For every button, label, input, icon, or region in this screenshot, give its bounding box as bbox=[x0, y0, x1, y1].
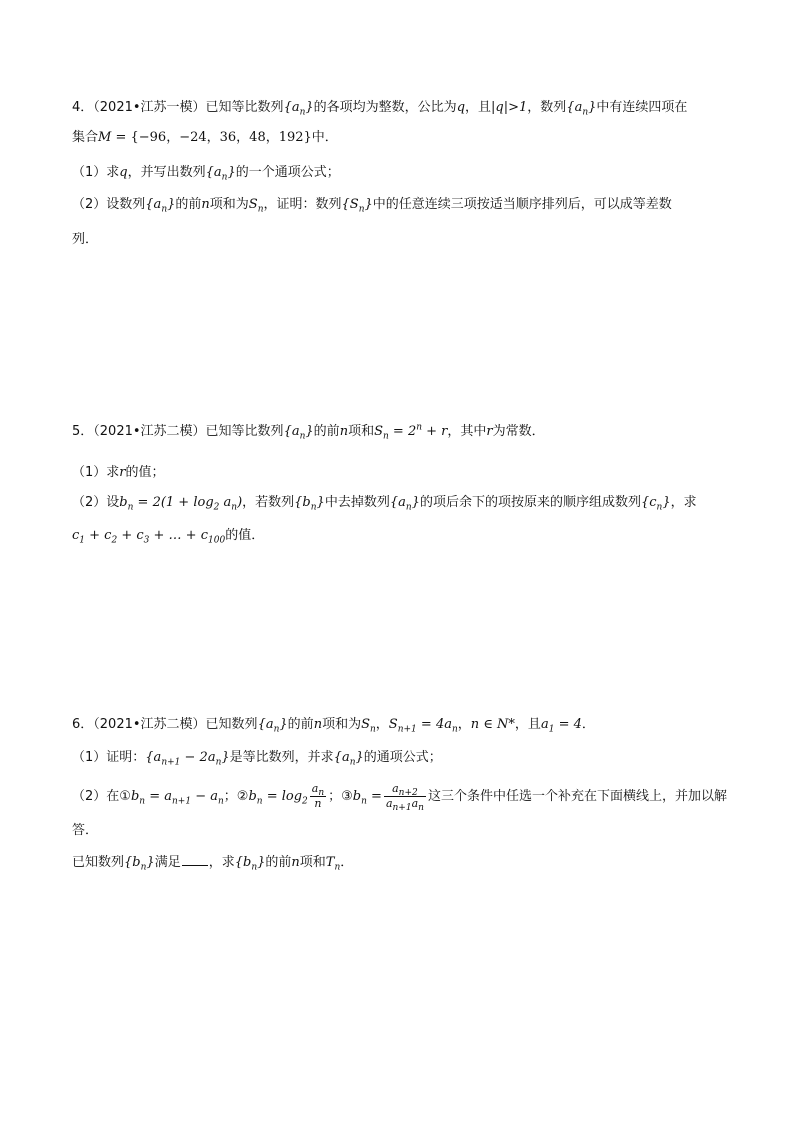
text: 的值． bbox=[225, 528, 265, 543]
problem-6-number: 6． bbox=[72, 717, 94, 732]
text: ，且 bbox=[465, 100, 492, 115]
text: 的通项公式； bbox=[363, 750, 442, 765]
math: q bbox=[456, 100, 466, 115]
math: $b_n = \log_2$ bbox=[248, 789, 308, 807]
problem-6-part-2 bbox=[72, 780, 727, 814]
text: ，数列 bbox=[527, 100, 567, 115]
math: n bbox=[339, 424, 349, 439]
text: ，证明：数列 bbox=[263, 197, 342, 212]
text: 中的任意连续三项按适当顺序排列后，可以成等差数 bbox=[372, 197, 672, 212]
problem-4-line-1 bbox=[72, 98, 687, 118]
problem-4-part-2 bbox=[72, 195, 672, 215]
text: （2）设 bbox=[72, 495, 120, 510]
text: ；② bbox=[223, 789, 249, 804]
math: n ∈ N* bbox=[470, 717, 515, 732]
text: ， bbox=[457, 717, 471, 732]
answer-blank bbox=[182, 853, 208, 866]
text: ，且 bbox=[514, 717, 541, 732]
math: $b_n = a_{n+1} - a_n$ bbox=[130, 789, 224, 807]
math: $S_n$ bbox=[361, 717, 376, 735]
problem-5-part-2-cont bbox=[72, 526, 264, 546]
math: r bbox=[486, 424, 493, 439]
math: $b_n = 2(1 + \log_2 a_n)$ bbox=[119, 495, 243, 513]
text: ． bbox=[340, 855, 354, 870]
math: $\{b_n\}$ bbox=[294, 495, 325, 513]
text: 已知等比数列 bbox=[205, 424, 284, 439]
text: 已知数列 bbox=[205, 717, 258, 732]
text: （1）求 bbox=[72, 165, 120, 180]
math: $S_n = 2^n + r$ bbox=[374, 422, 448, 442]
text: （2）设数列 bbox=[72, 197, 146, 212]
text: ；③ bbox=[328, 789, 353, 804]
problem-4-line-2 bbox=[72, 128, 338, 148]
text: 项和 bbox=[348, 424, 375, 439]
math: $\{a_n\}$ bbox=[333, 750, 364, 768]
problem-6-source: （2021•江苏二模） bbox=[93, 717, 206, 732]
text: ，并写出数列 bbox=[127, 165, 206, 180]
text: 答． bbox=[72, 823, 99, 838]
text: 的前 bbox=[313, 424, 340, 439]
text: ， bbox=[375, 717, 389, 732]
math: $\{a_n\}$ bbox=[389, 495, 420, 513]
text: 项和为 bbox=[322, 717, 362, 732]
math: |q|>1 bbox=[491, 100, 528, 115]
text: 已知数列 bbox=[72, 855, 125, 870]
text: 满足 bbox=[154, 855, 181, 870]
math: r bbox=[119, 465, 126, 480]
text: 集合 bbox=[72, 130, 99, 145]
math: $S_{n+1} = 4a_n$ bbox=[388, 717, 458, 735]
problem-5-line-1 bbox=[72, 422, 545, 442]
problem-6-line-1 bbox=[72, 715, 595, 735]
problem-4-part-1 bbox=[72, 163, 340, 183]
math: $\{a_n\}$ bbox=[257, 717, 288, 735]
text: 的前 bbox=[265, 855, 292, 870]
math: $b_n$ = bbox=[352, 789, 382, 807]
math: $\{S_n\}$ bbox=[341, 197, 373, 215]
math: $S_n$ bbox=[248, 197, 264, 215]
text: 项和为 bbox=[209, 197, 249, 212]
math: q bbox=[119, 165, 128, 180]
math: n bbox=[291, 855, 300, 870]
math: $\{c_n\}$ bbox=[640, 495, 671, 513]
text: ． bbox=[581, 717, 595, 732]
text: 的各项均为整数，公比为 bbox=[313, 100, 457, 115]
math: $\{a_n\}$ bbox=[145, 197, 176, 215]
text: 是等比数列，并求 bbox=[229, 750, 334, 765]
math: $\{b_n\}$ bbox=[234, 855, 266, 873]
text: 中去掉数列 bbox=[324, 495, 390, 510]
text: 列． bbox=[72, 232, 99, 247]
text: ，求 bbox=[208, 855, 235, 870]
text: 项和 bbox=[299, 855, 326, 870]
text: ，求 bbox=[670, 495, 697, 510]
text: （1）求 bbox=[72, 465, 120, 480]
math: $\{a_{n+1} - 2a_n\}$ bbox=[145, 750, 230, 768]
math: $\{a_n\}$ bbox=[566, 100, 597, 118]
text: 已知等比数列 bbox=[205, 100, 284, 115]
math: $T_n$ bbox=[325, 855, 341, 873]
text: 这三个条件中任选一个补充在下面横线上，并加以解 bbox=[427, 789, 727, 804]
set-values: {−96，−24，36，48，192} bbox=[130, 130, 312, 145]
text: ，若数列 bbox=[242, 495, 295, 510]
text: 中有连续四项在 bbox=[596, 100, 688, 115]
problem-5-part-2 bbox=[72, 493, 697, 513]
problem-5-number: 5． bbox=[72, 424, 94, 439]
text: （2）在① bbox=[72, 789, 131, 804]
text: 的项后余下的项按原来的顺序组成数列 bbox=[419, 495, 641, 510]
math: M = bbox=[98, 130, 131, 145]
text: 的一个通项公式； bbox=[235, 165, 340, 180]
math: $\{a_n\}$ bbox=[283, 424, 314, 442]
text: 中． bbox=[311, 130, 338, 145]
math: $\{a_n\}$ bbox=[283, 100, 314, 118]
text: （1）证明： bbox=[72, 750, 146, 765]
problem-5-part-1 bbox=[72, 463, 165, 483]
problem-4-source: （2021•江苏一模） bbox=[93, 100, 206, 115]
problem-4-part-2-cont bbox=[72, 230, 98, 250]
text: ，其中 bbox=[447, 424, 487, 439]
text: 为常数． bbox=[492, 424, 545, 439]
text: 的值； bbox=[125, 465, 165, 480]
math: $a_1 = 4$ bbox=[540, 717, 582, 735]
math: $c_1 + c_2 + c_3$ + … + $c_{100}$ bbox=[72, 528, 226, 546]
problem-6-last-line bbox=[72, 853, 353, 873]
math: n bbox=[201, 197, 210, 212]
fraction: $\frac{a_{n+2}}{a_{n+1}a_n}$ bbox=[385, 782, 424, 814]
problem-4-number: 4． bbox=[72, 100, 94, 115]
fraction: $\frac{a_n}{n}$ bbox=[311, 782, 325, 810]
math: n bbox=[313, 717, 323, 732]
problem-6-part-1 bbox=[72, 748, 442, 768]
math: $\{a_n\}$ bbox=[205, 165, 236, 183]
text: 的前 bbox=[175, 197, 202, 212]
text: 的前 bbox=[287, 717, 314, 732]
math: $\{b_n\}$ bbox=[124, 855, 155, 873]
problem-6-part-2-cont bbox=[72, 821, 98, 841]
problem-5-source: （2021•江苏二模） bbox=[93, 424, 206, 439]
